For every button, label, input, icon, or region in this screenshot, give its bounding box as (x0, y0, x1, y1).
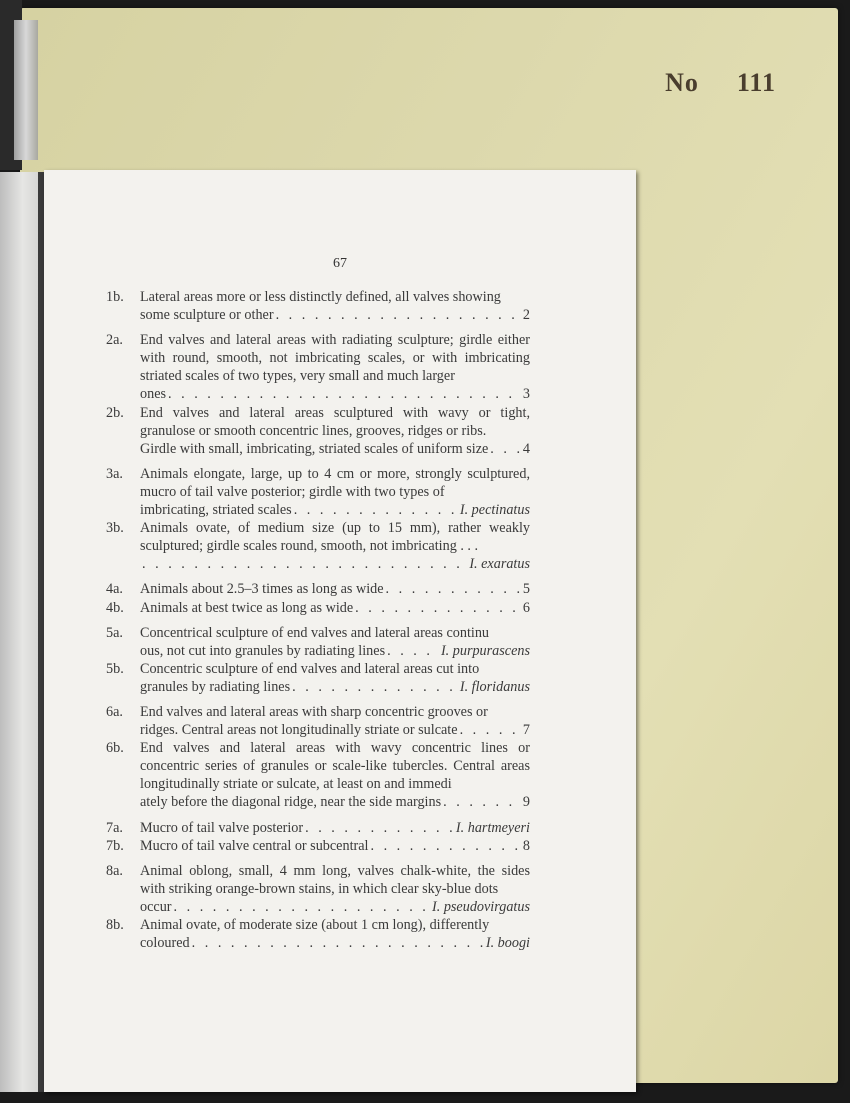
entry-label: 7b. (106, 837, 124, 854)
entry-final-line (140, 555, 530, 573)
entry-lead-text: Animals about 2.5–3 times as long as wide (140, 581, 384, 598)
entry-label: 5b. (106, 660, 124, 677)
entry-lead-text: Mucro of tail valve central or subcentral (140, 837, 369, 854)
entry-final-line (140, 440, 530, 458)
cover-number (665, 68, 776, 98)
key-entry (106, 703, 530, 739)
dot-leader (443, 793, 521, 811)
dot-leader (355, 599, 521, 617)
group-gap (106, 617, 530, 624)
dot-leader (387, 642, 439, 660)
number-prefix: No (665, 68, 699, 97)
entry-final-line (140, 898, 530, 916)
group-gap (106, 855, 530, 862)
entry-final-line (140, 501, 530, 519)
entry-lead-text: Mucro of tail valve posterior (140, 819, 304, 836)
couplet-reference: 2 (522, 307, 530, 324)
entry-lead-text: coloured (140, 935, 190, 952)
entry-final-line (140, 385, 530, 403)
entry-label: 8a. (106, 862, 123, 879)
entry-text: Animals ovate, of medium size (up to 15 mm), rather weakly sculptured; girdle scales round, smooth, not imbricating . . . (140, 520, 530, 555)
dot-leader (168, 385, 521, 403)
dot-leader (192, 934, 484, 952)
dot-leader (174, 898, 430, 916)
entry-text: Animal oblong, small, 4 mm long, valves chalk-white, the sides with striking orange-brown stains, in which clear sky-blue dots (140, 862, 530, 897)
entry-label: 4b. (106, 599, 124, 616)
entry-final-line (140, 642, 530, 660)
species-name: I. hartmeyeri (455, 819, 530, 836)
couplet-reference: 8 (522, 837, 530, 854)
document-page (44, 170, 636, 1092)
entry-text: End valves and lateral areas with radiating sculpture; girdle either with round, smooth, not imbricating scales, or with imbricating striated scales of two types, very small and much larger (140, 332, 530, 385)
dot-leader (292, 678, 458, 696)
dot-leader (276, 306, 521, 324)
dot-leader (370, 837, 520, 855)
species-name: I. pseudovirgatus (432, 898, 530, 915)
entry-lead-text: ous, not cut into granules by radiating lines (140, 642, 386, 659)
entry-text: Concentric sculpture of end valves and lateral areas cut into (140, 660, 480, 677)
dot-leader (294, 501, 458, 519)
entry-lead-text: ridges. Central areas not longitudinally striate or sulcate (140, 722, 458, 739)
key-entry (106, 599, 530, 617)
couplet-reference: 3 (522, 386, 530, 403)
dot-leader (305, 819, 454, 837)
species-name: I. exaratus (469, 556, 530, 573)
entry-label: 3a. (106, 465, 123, 482)
species-name: I. boogi (485, 935, 530, 952)
entry-final-line (140, 580, 530, 598)
entry-text: Animals elongate, large, up to 4 cm or more, strongly sculptured, mucro of tail valve posterior; girdle with two types of (140, 465, 530, 500)
entry-label: 6a. (106, 703, 123, 720)
key-entry (106, 739, 530, 811)
number-value: 111 (736, 68, 776, 97)
group-gap (106, 458, 530, 465)
dot-leader (490, 440, 521, 458)
entry-label: 8b. (106, 917, 124, 933)
entry-final-line (140, 934, 530, 952)
entry-lead-text: ones (140, 386, 167, 403)
couplet-reference: 7 (522, 722, 530, 739)
entry-lead-text: Girdle with small, imbricating, striated scales of uniform size (140, 440, 489, 457)
species-name: I. purpurascens (440, 642, 530, 659)
key-entry (106, 862, 530, 916)
couplet-reference: 6 (522, 599, 530, 616)
entry-label: 2a. (106, 332, 123, 349)
entry-final-line (140, 837, 530, 855)
species-name: I. floridanus (459, 678, 530, 695)
entry-label: 3b. (106, 520, 124, 537)
dot-leader (386, 580, 521, 598)
entry-text: Concentrical sculpture of end valves and lateral areas continu (140, 624, 490, 641)
entry-lead-text: granules by radiating lines (140, 678, 291, 695)
group-gap (106, 324, 530, 331)
entry-final-line (140, 599, 530, 617)
entry-label: 4a. (106, 581, 123, 598)
couplet-reference: 5 (522, 581, 530, 598)
key-entry (106, 916, 530, 952)
entry-text: End valves and lateral areas with wavy concentric lines or concentric series of granules or scale-like tubercles. Central areas longitudinally striate or sulcate, at least on and immedi (140, 740, 530, 793)
group-gap (106, 696, 530, 703)
entry-lead-text: Animals at best twice as long as wide (140, 599, 354, 616)
entry-lead-text: some sculpture or other (140, 307, 274, 324)
dot-leader (142, 555, 467, 573)
key-entry (106, 331, 530, 403)
key-entry (106, 519, 530, 573)
entry-text: End valves and lateral areas with sharp concentric grooves or (140, 703, 488, 720)
entry-lead-text: ately before the diagonal ridge, near the side margins (140, 794, 442, 811)
group-gap (106, 573, 530, 580)
dot-leader (460, 721, 521, 739)
key-entry (106, 819, 530, 837)
left-page-edge (0, 172, 38, 1092)
entry-label: 2b. (106, 404, 124, 421)
group-gap (106, 812, 530, 819)
page-number: 67 (333, 256, 347, 271)
key-entry (106, 404, 530, 458)
entry-text: End valves and lateral areas sculptured with wavy or tight, granulose or smooth concentric lines, grooves, ridges or ribs. (140, 404, 530, 439)
entry-label: 6b. (106, 740, 124, 757)
key-entry (106, 580, 530, 598)
key-entry (106, 465, 530, 519)
entry-final-line (140, 819, 530, 837)
spine-tape (14, 20, 38, 160)
entry-lead-text: imbricating, striated scales (140, 502, 292, 519)
key-entry (106, 288, 530, 324)
couplet-reference: 9 (522, 794, 530, 811)
species-name: I. pectinatus (459, 502, 530, 519)
entry-lead-text: occur (140, 898, 172, 915)
key-entry (106, 837, 530, 855)
entry-final-line (140, 306, 530, 324)
entry-label: 5a. (106, 624, 123, 641)
key-entry (106, 624, 530, 660)
entry-final-line (140, 678, 530, 696)
entry-label: 1b. (106, 289, 124, 305)
entry-final-line (140, 793, 530, 811)
entry-label: 7a. (106, 819, 123, 836)
couplet-reference: 4 (522, 440, 530, 457)
entry-final-line (140, 721, 530, 739)
entry-text: Animal ovate, of moderate size (about 1 cm long), differently (140, 917, 490, 933)
identification-key (106, 288, 530, 952)
entry-text: Lateral areas more or less distinctly defined, all valves showing (140, 289, 501, 305)
key-entry (106, 660, 530, 696)
